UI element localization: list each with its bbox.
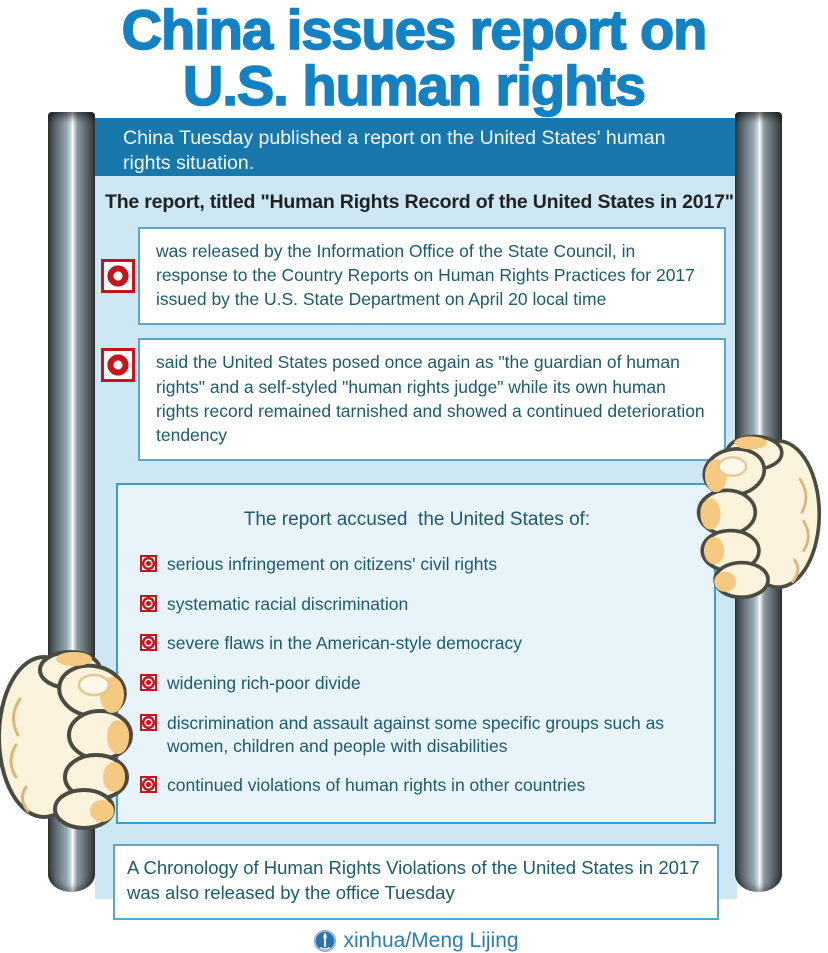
page-title-line1: China issues report on [121, 0, 707, 61]
accusation-item [138, 553, 696, 576]
page-title [0, 0, 828, 117]
credit-text: xinhua/Meng Lijing [343, 929, 519, 953]
main-panel [95, 118, 737, 953]
target-bullseye-icon [140, 555, 157, 572]
report-point-text: was released by the Information Office of the State Council, in response to the Country Reports on Human Rights Practices for 2017 issued by the U.S. State Department on April 20 local time [138, 227, 726, 325]
report-point-row [101, 227, 737, 325]
accusation-item [138, 632, 696, 655]
target-bullseye-icon [140, 776, 157, 793]
target-bullseye-icon [101, 348, 135, 382]
accusations-panel [116, 483, 716, 824]
accusation-item [138, 712, 696, 758]
target-bullseye-icon [140, 674, 157, 691]
accusation-item [138, 774, 696, 797]
accusation-text: discrimination and assault against some specific groups such as women, children and people with disabilities [167, 712, 665, 756]
report-point-row [101, 338, 737, 461]
left-fist-illustration [0, 642, 136, 834]
accusation-text: systematic racial discrimination [167, 593, 409, 614]
target-bullseye-icon [101, 259, 135, 293]
xinhua-logo-icon [313, 929, 337, 953]
accusation-text: widening rich-poor divide [167, 673, 361, 694]
target-bullseye-icon [140, 714, 157, 731]
page-title-line2: U.S. human rights [182, 54, 646, 117]
target-bullseye-icon [140, 634, 157, 651]
report-point-text: said the United States posed once again as "the guardian of human rights" and a self-styled "human rights judge" while its own human rights record remained tarnished and showed a continued deterioration tendency [138, 338, 726, 461]
accusation-text: serious infringement on citizens' civil rights [167, 553, 498, 574]
report-title-heading: The report, titled "Human Rights Record of the United States in 2017" [105, 191, 734, 213]
intro-banner: China Tuesday published a report on the United States' human rights situation. [95, 118, 737, 176]
accusations-heading: The report accused the United States of: [243, 508, 591, 530]
accusation-item [138, 672, 696, 695]
credit-line [95, 929, 737, 953]
accusation-item [138, 593, 696, 616]
chronology-box: A Chronology of Human Rights Violations of the United States in 2017 was also released by the office Tuesday [113, 844, 719, 920]
accusation-text: severe flaws in the American-style democracy [167, 633, 522, 654]
right-fist-illustration [692, 430, 824, 600]
target-bullseye-icon [140, 595, 157, 612]
accusation-text: continued violations of human rights in other countries [167, 775, 586, 796]
